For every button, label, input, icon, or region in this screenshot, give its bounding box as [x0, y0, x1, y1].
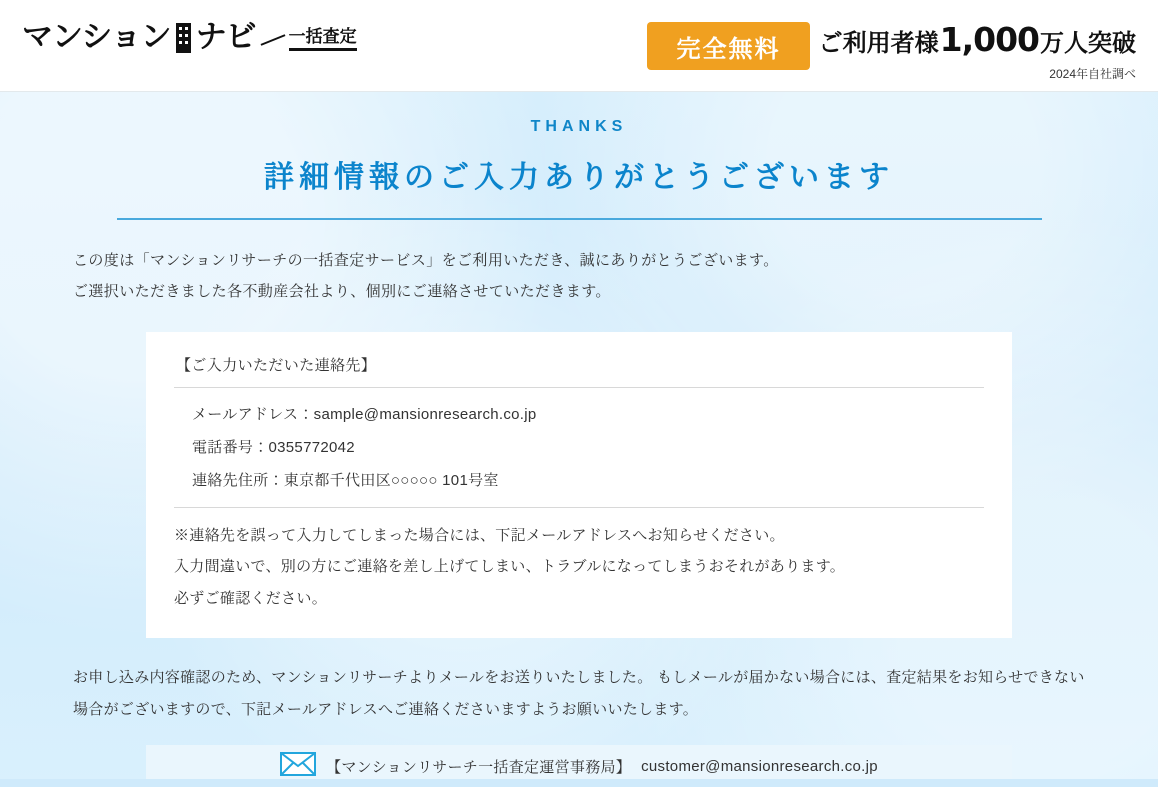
users-suffix: 万人突破: [1040, 30, 1136, 57]
users-count-block: [819, 20, 1136, 82]
card-notes: [174, 508, 984, 615]
site-header: [0, 0, 1158, 92]
title-divider: [117, 218, 1042, 220]
contact-row-email: メールアドレス：sample@mansionresearch.co.jp: [192, 405, 537, 423]
logo-sub-group: [260, 28, 357, 53]
logo-main-text-2: ナビ: [195, 19, 256, 55]
slash-icon: [260, 34, 285, 46]
logo-main-text: マンション: [22, 19, 171, 55]
site-logo[interactable]: [22, 19, 357, 55]
after-card-paragraph: お申し込み内容確認のため、マンションリサーチよりメールをお送りいたしました。 もしメールが届かない場合には、査定結果をお知らせできない場合がございますので、下記メールアドレスへご連絡くださいますようお願いいたします。: [73, 669, 1085, 718]
lead-line-1: この度は「マンションリサーチの一括査定サービス」をご利用いただき、誠にありがとうございます。: [73, 252, 779, 269]
page-eyebrow: THANKS: [530, 118, 628, 135]
footer-edge: [0, 779, 1158, 787]
users-prefix: ご利用者様: [818, 30, 939, 57]
card-note-3: 必ずご確認ください。: [174, 589, 328, 607]
free-badge: 完全無料: [647, 22, 810, 70]
contact-row-phone: 電話番号：0355772042: [192, 438, 355, 456]
page-title: 詳細情報のご入力ありがとうございます: [264, 161, 894, 194]
contact-row-address: 連絡先住所：東京都千代田区○○○○○ 101号室: [192, 471, 499, 489]
support-email[interactable]: customer@mansionresearch.co.jp: [641, 757, 878, 775]
contact-list: [174, 387, 984, 508]
logo-sub-text: 一括査定: [289, 28, 357, 51]
users-note: 2024年自社調べ: [1049, 67, 1136, 81]
envelope-icon: [280, 752, 316, 780]
building-icon: [176, 23, 191, 53]
card-heading: 【ご入力いただいた連絡先】: [176, 356, 377, 374]
contact-summary-card: [146, 332, 1012, 639]
users-number: 1,000: [939, 20, 1039, 59]
thanks-hero-section: [0, 92, 1158, 787]
lead-line-2: ご選択いただきました各不動産会社より、個別にご連絡させていただきます。: [73, 282, 611, 300]
support-office-label: 【マンションリサーチ一括査定運営事務局】: [326, 758, 632, 776]
card-note-1: ※連絡先を誤って入力してしまった場合には、下記メールアドレスへお知らせください。: [174, 526, 785, 544]
users-count-line: [819, 20, 1136, 59]
card-note-2: 入力間違いで、別の方にご連絡を差し上げてしまい、トラブルになってしまうおそれがあります。: [174, 558, 846, 575]
lead-text: [73, 246, 1085, 308]
